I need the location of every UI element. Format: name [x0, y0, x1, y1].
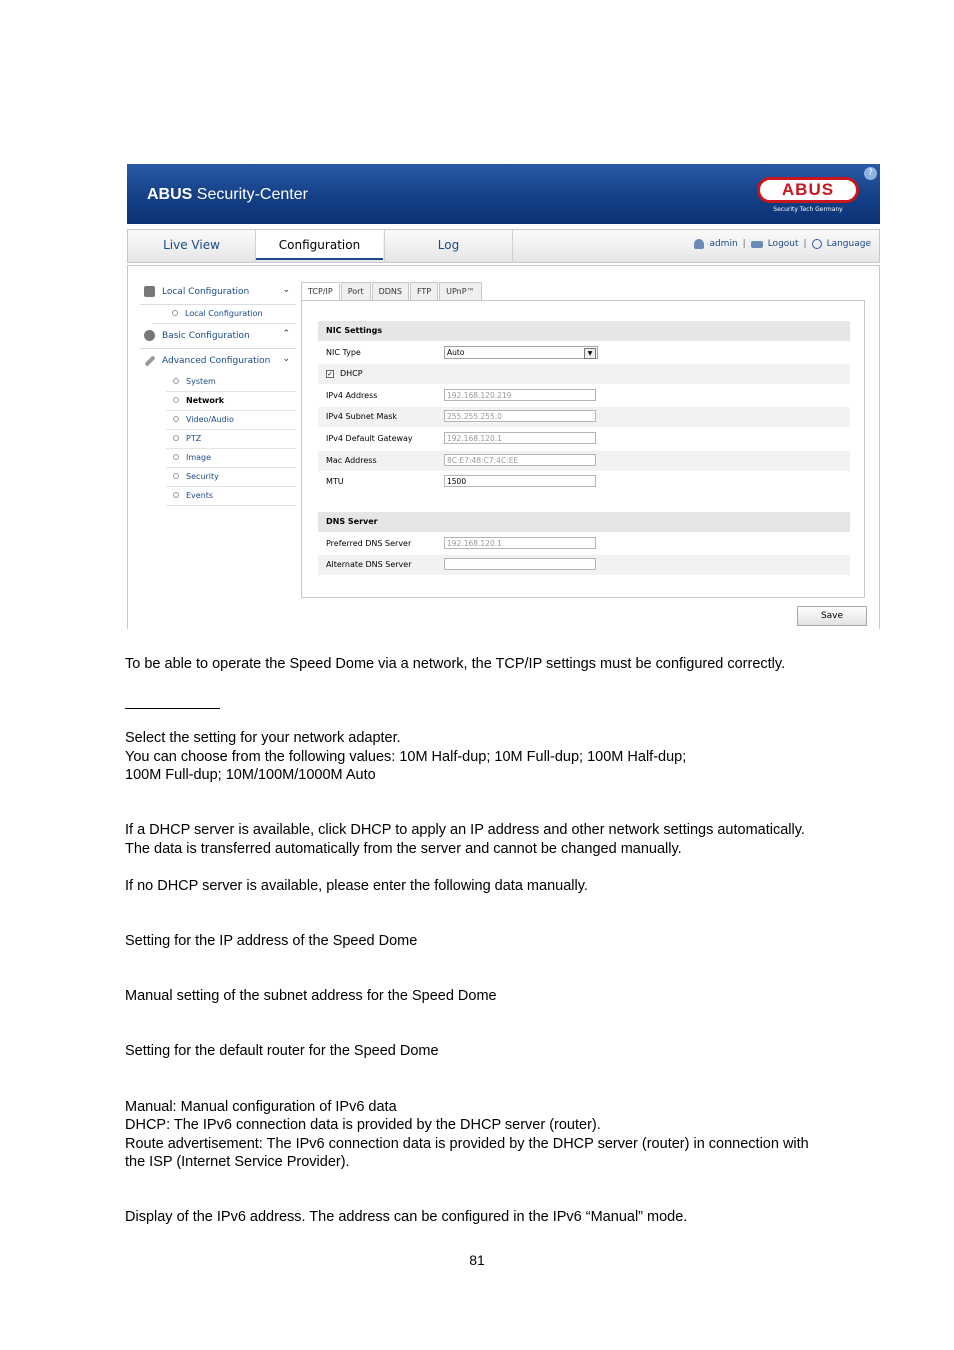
ipv4-subnet-row: IPv4 Subnet Mask 255.255.255.0	[318, 407, 850, 427]
mtu-field[interactable]: 1500	[444, 475, 596, 487]
chevron-up-icon: ⌃	[282, 329, 290, 339]
nic-description-2: You can choose from the following values: 10M Half-dup; 10M Full-dup; 100M Half-dup;	[125, 748, 687, 765]
divider-line	[125, 708, 220, 709]
subnet-description: Manual setting of the subnet address for the Speed Dome	[125, 988, 497, 1004]
ip-description: Setting for the IP address of the Speed Dome	[125, 933, 418, 949]
preferred-dns-field[interactable]: 192.168.120.1	[444, 537, 596, 549]
sidebar-item-local-configuration[interactable]: Local Configuration	[152, 305, 296, 324]
ipv4-subnet-field[interactable]: 255.255.255.0	[444, 410, 596, 422]
ipv4-gateway-row: IPv4 Default Gateway 192.168.120.1	[318, 429, 850, 449]
logout-link[interactable]: Logout	[767, 239, 799, 249]
monitor-icon	[144, 286, 155, 297]
tab-upnp[interactable]: UPnP™	[439, 282, 481, 300]
gateway-description: Setting for the default router for the Speed Dome	[125, 1043, 439, 1059]
gear-icon	[144, 330, 155, 341]
tab-log[interactable]: Log	[437, 238, 460, 252]
settings-content	[301, 280, 865, 598]
sidebar-advanced-configuration[interactable]: Advanced Configuration ⌄	[140, 349, 296, 373]
nic-type-row: NIC Type Auto ▼	[318, 343, 850, 363]
abus-logo: ABUS	[757, 177, 859, 203]
user-area: admin | Logout | Language	[694, 239, 871, 249]
user-icon	[694, 239, 704, 249]
screenshot-figure	[127, 164, 880, 628]
logout-icon	[751, 241, 763, 248]
tab-ddns[interactable]: DDNS	[372, 282, 409, 300]
dns-server-heading: DNS Server	[318, 512, 850, 532]
mtu-row: MTU 1500	[318, 472, 850, 492]
sidebar-item-security[interactable]: Security	[166, 468, 296, 487]
wrench-icon	[144, 355, 155, 366]
tab-live-view[interactable]: Live View	[163, 238, 220, 252]
page-number: 81	[469, 1252, 485, 1268]
settings-tabs	[301, 282, 483, 300]
dhcp-checkbox[interactable]: ✓	[327, 370, 333, 378]
tcp-ip-panel	[301, 300, 865, 598]
sidebar-item-events[interactable]: Events	[166, 487, 296, 506]
ipv6-description-3: Route advertisement: The IPv6 connection data is provided by the DHCP server (router) in connection with	[125, 1136, 809, 1152]
ipv6-description-4: the ISP (Internet Service Provider).	[125, 1154, 350, 1170]
mac-address-row: Mac Address 8C:E7:48:C7:4C:EE	[318, 451, 850, 471]
alternate-dns-field[interactable]	[444, 558, 596, 570]
nic-description-1: Select the setting for your network adapter.	[125, 730, 401, 746]
language-link[interactable]: Language	[826, 239, 871, 249]
globe-icon	[812, 239, 822, 249]
dhcp-description-1: If a DHCP server is available, click DHCP to apply an IP address and other network settings automatically.	[125, 822, 805, 838]
chevron-down-icon: ⌄	[282, 354, 290, 364]
ipv6-address-description: Display of the IPv6 address. The address can be configured in the IPv6 “Manual” mode.	[125, 1209, 688, 1225]
sidebar-item-video-audio[interactable]: Video/Audio	[166, 411, 296, 430]
ipv6-description-1: Manual: Manual configuration of IPv6 data	[125, 1099, 397, 1115]
user-name: admin	[709, 239, 738, 249]
nic-settings-heading: NIC Settings	[318, 321, 850, 341]
save-button[interactable]: Save	[797, 606, 867, 626]
dropdown-arrow-icon: ▼	[584, 348, 596, 359]
sidebar-item-network[interactable]: Network	[166, 392, 296, 411]
ipv4-address-row: IPv4 Address 192.168.120.219	[318, 386, 850, 406]
chevron-down-icon: ⌄	[282, 285, 290, 295]
top-navigation	[127, 229, 880, 263]
ipv6-description-2: DHCP: The IPv6 connection data is provided by the DHCP server (router).	[125, 1117, 601, 1133]
ipv4-gateway-field[interactable]: 192.168.120.1	[444, 432, 596, 444]
sidebar-item-image[interactable]: Image	[166, 449, 296, 468]
sidebar-basic-configuration[interactable]: Basic Configuration ⌃	[140, 324, 296, 349]
mac-address-field[interactable]: 8C:E7:48:C7:4C:EE	[444, 454, 596, 466]
logo-tagline: Security Tech Germany	[773, 206, 843, 213]
sidebar	[140, 280, 296, 506]
alternate-dns-row: Alternate DNS Server	[318, 555, 850, 575]
preferred-dns-row: Preferred DNS Server 192.168.120.1	[318, 534, 850, 554]
nic-description-3: 100M Full-dup; 10M/100M/1000M Auto	[125, 767, 376, 783]
sidebar-local-configuration[interactable]: Local Configuration ⌄	[140, 280, 296, 305]
tab-port[interactable]: Port	[341, 282, 371, 300]
sidebar-item-ptz[interactable]: PTZ	[166, 430, 296, 449]
intro-paragraph: To be able to operate the Speed Dome via a network, the TCP/IP settings must be configured correctly.	[125, 656, 786, 672]
tab-ftp[interactable]: FTP	[410, 282, 438, 300]
config-main	[127, 265, 880, 629]
ipv4-address-field[interactable]: 192.168.120.219	[444, 389, 596, 401]
tab-configuration[interactable]: Configuration	[256, 230, 383, 260]
nic-type-select[interactable]: Auto ▼	[444, 346, 598, 359]
tab-tcp-ip[interactable]: TCP/IP	[301, 282, 340, 301]
help-icon[interactable]: ?	[864, 167, 877, 180]
sidebar-item-system[interactable]: System	[166, 373, 296, 392]
dhcp-row: ✓ DHCP	[318, 364, 850, 384]
dhcp-description-3: If no DHCP server is available, please enter the following data manually.	[125, 878, 588, 894]
header-banner	[127, 164, 880, 224]
dhcp-description-2: The data is transferred automatically from the server and cannot be changed manually.	[125, 841, 682, 857]
app-title: ABUS Security-Center	[147, 186, 308, 203]
